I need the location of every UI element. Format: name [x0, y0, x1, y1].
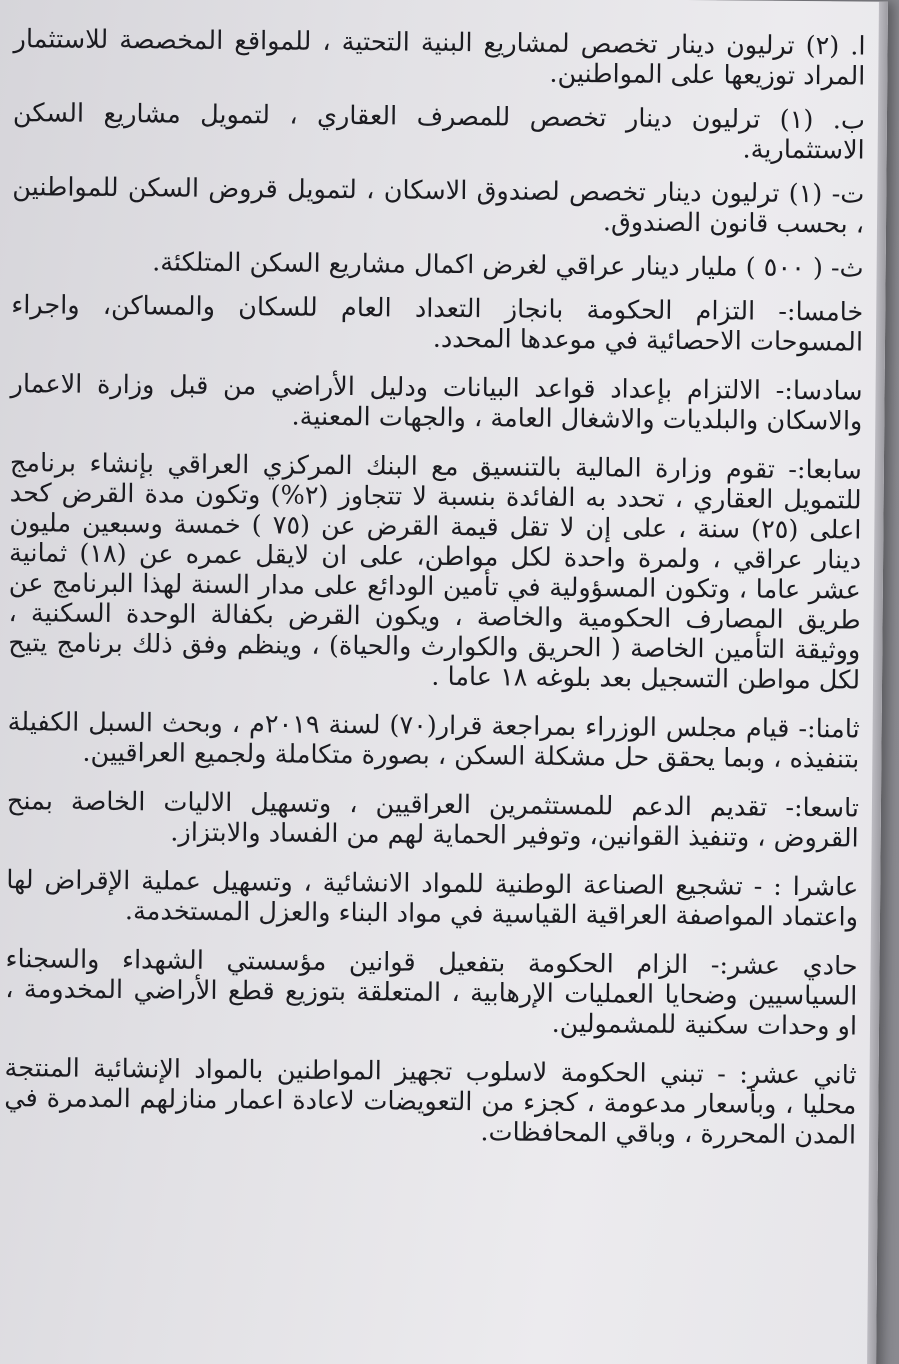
clause-ninth: تاسعا:- تقديم الدعم للمستثمرين العراقيين ، وتسهيل الاليات الخاصة بمنح القروض ، وتنفيذ القوانين، وتوفير الحماية لهم من الفساد والابتزاز.	[6, 786, 860, 854]
document-body	[4, 24, 866, 1169]
clause-t: ت- (١) ترليون دينار تخصص لصندوق الاسكان ، لتمويل قروض السكن للمواطنين ، بحسب قانون الصندوق.	[12, 172, 865, 240]
clause-seventh: سابعا:- تقوم وزارة المالية بالتنسيق مع البنك المركزي العراقي بإنشاء برنامج للتمويل العقاري ، تحدد به الفائدة بنسبة لا تتجاوز (٢%) وتكون مدة القرض كحد اعلى (٢٥) سنة ، على إن لا تقل قيمة القرض عن (٧٥ ) خمسة وسبعين مليون دينار عراقي ، ولمرة واحدة لكل مواطن، على ان لايقل عمره عن (١٨) ثمانية عشر عاما ، وتكون المسؤولية في تأمين الودائع على مدار السنة لهذا البرنامج عن طريق المصارف الحكومية والخاصة ، ويكون القرض بكفالة الوحدة السكنية ، ووثيقة التأمين الخاصة ( الحريق والكوارث والحياة) ، وينظم وفق ذلك برنامج يتيح لكل مواطن التسجيل بعد بلوغه ١٨ عاما .	[8, 448, 863, 696]
clause-twelfth: ثاني عشر: - تبني الحكومة لاسلوب تجهيز المواطنين بالمواد الإنشائية المنتجة محليا ، وبأسعار مدعومة ، كجزء من التعويضات لاعادة اعمار منازلهم المدمرة في المدن المحررة ، وباقي المحافظات.	[4, 1053, 857, 1151]
clause-a: ا. (٢) ترليون دينار تخصص لمشاريع البنية التحتية ، للمواقع المخصصة للاستثمار المراد توزيعها على المواطنين.	[13, 24, 866, 92]
clause-sixth: سادسا:- الالتزام بإعداد قواعد البيانات ودليل الأراضي من قبل وزارة الاعمار والاسكان والبلديات والاشغال العامة ، والجهات المعنية.	[10, 369, 863, 437]
clause-tenth: عاشرا : - تشجيع الصناعة الوطنية للمواد الانشائية ، وتسهيل عملية الإقراض لها واعتماد المواصفة العراقية القياسية في مواد البناء والعزل المستخدمة.	[6, 865, 859, 933]
clause-th: ث- ( ٥٠٠ ) مليار دينار عراقي لغرض اكمال مشاريع السكن المتلكئة.	[152, 247, 864, 284]
clause-fifth: خامسا:- التزام الحكومة بانجاز التعداد العام للسكان والمساكن، واجراء المسوحات الاحصائية في موعدها المحدد.	[11, 290, 864, 358]
clause-eighth: ثامنا:- قيام مجلس الوزراء بمراجعة قرار(٧٠) لسنة ٢٠١٩م ، وبحث السبل الكفيلة بتنفيذه ، وبما يحقق حل مشكلة السكن ، بصورة متكاملة ولجميع العراقيين.	[7, 707, 860, 775]
clause-eleventh: حادي عشر:- الزام الحكومة بتفعيل قوانين مؤسستي الشهداء والسجناء السياسيين وضحايا العمليات الإرهابية ، المتعلقة بتوزيع قطع الأراضي المخدومة ، او وحدات سكنية للمشمولين.	[5, 944, 858, 1042]
clause-b: ب. (١) ترليون دينار تخصص للمصرف العقاري ، لتمويل مشاريع السكن الاستثمارية.	[12, 98, 866, 166]
page-edge	[867, 2, 888, 1364]
